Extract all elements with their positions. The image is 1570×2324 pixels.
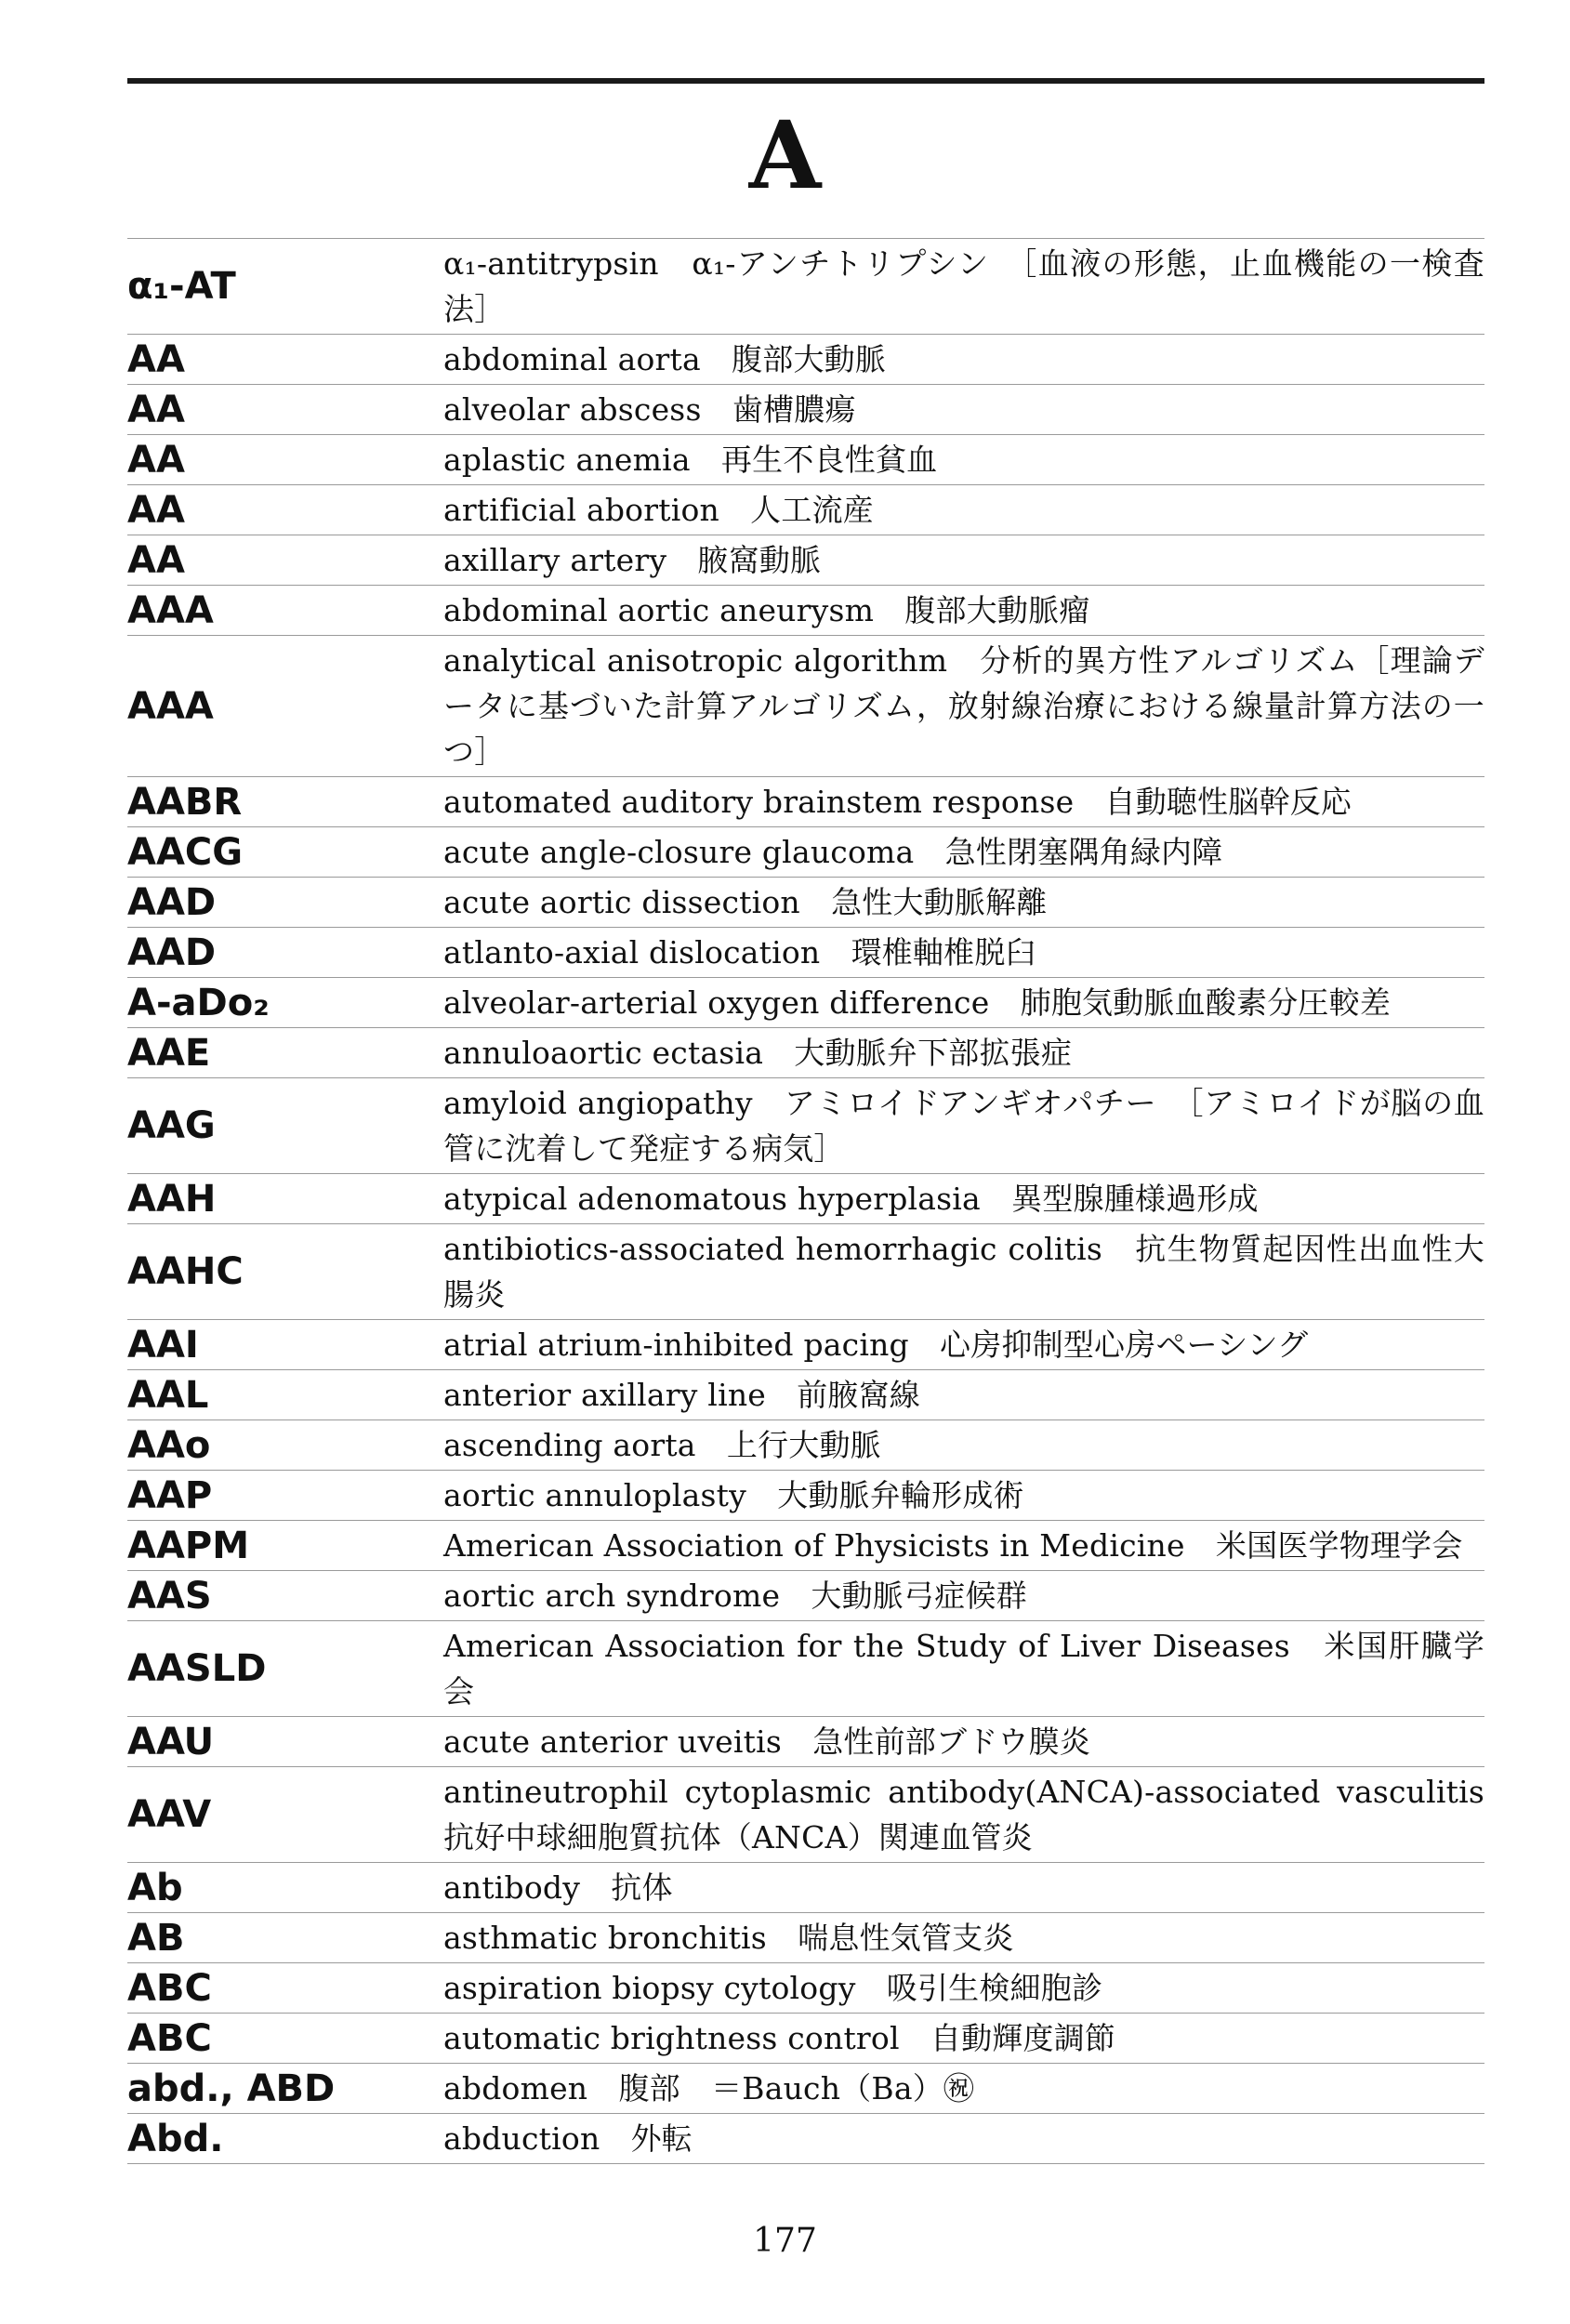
entry-definition: aortic annuloplasty 大動脈弁輪形成術 — [443, 1477, 1024, 1513]
entry-abbreviation: A-aDo₂ — [127, 981, 270, 1024]
dictionary-entry — [127, 586, 1484, 636]
entry-definition: aplastic anemia 再生不良性貧血 — [443, 442, 938, 478]
entry-definition: alveolar-arterial oxygen difference 肺胞気動脈血酸素分圧較差 — [443, 984, 1392, 1021]
dictionary-entry — [127, 878, 1484, 928]
entry-abbreviation: AAHC — [127, 1250, 244, 1293]
dictionary-entry — [127, 1420, 1484, 1471]
entry-abbreviation: AACG — [127, 830, 244, 874]
dictionary-entry — [127, 1471, 1484, 1521]
dictionary-entry — [127, 1370, 1484, 1420]
entry-definition: abdomen 腹部 ＝Bauch（Ba）㊗ — [443, 2070, 975, 2106]
entry-definition: antineutrophil cytoplasmic antibody(ANCA)-associated vasculitis 抗好中球細胞質抗体（ANCA）関連血管炎 — [443, 1774, 1516, 1855]
page-number: 177 — [753, 2222, 817, 2260]
dictionary-entry — [127, 335, 1484, 385]
entry-abbreviation: AASLD — [127, 1647, 267, 1690]
dictionary-entry — [127, 1078, 1484, 1174]
entry-definition: antibody 抗体 — [443, 1869, 673, 1906]
entry-abbreviation: AAV — [127, 1793, 212, 1836]
dictionary-list — [127, 238, 1516, 2164]
entry-abbreviation: AAo — [127, 1423, 211, 1467]
entry-abbreviation: abd., ABD — [127, 2067, 336, 2110]
dictionary-entry — [127, 978, 1484, 1028]
entry-definition: alveolar abscess 歯槽膿瘍 — [443, 391, 856, 428]
entry-abbreviation: AA — [127, 388, 185, 431]
dictionary-entry — [127, 636, 1484, 777]
dictionary-entry — [127, 1320, 1484, 1370]
entry-definition: aspiration biopsy cytology 吸引生検細胞診 — [443, 1970, 1103, 2006]
dictionary-entry — [127, 1767, 1516, 1863]
dictionary-entry — [127, 928, 1484, 978]
entry-definition: α₁-antitrypsin α₁-アンチトリプシン ［血液の形態，止血機能の一検査法］ — [443, 245, 1484, 327]
entry-definition: asthmatic bronchitis 喘息性気管支炎 — [443, 1920, 1014, 1956]
dictionary-entry — [127, 1571, 1484, 1621]
dictionary-entry — [127, 239, 1484, 335]
dictionary-entry — [127, 1963, 1484, 2014]
entry-definition: atrial atrium-inhibited pacing 心房抑制型心房ペーシング — [443, 1327, 1309, 1363]
entry-abbreviation: AAD — [127, 880, 217, 924]
entry-abbreviation: AAP — [127, 1473, 213, 1517]
entry-abbreviation: AABR — [127, 780, 243, 824]
entry-definition: abdominal aorta 腹部大動脈 — [443, 341, 887, 377]
dictionary-entry — [127, 777, 1484, 827]
entry-abbreviation: AAS — [127, 1574, 212, 1618]
dictionary-entry — [127, 1717, 1484, 1767]
entry-definition: analytical anisotropic algorithm 分析的異方性アルゴリズム［理論データに基づいた計算アルゴリズム，放射線治療における線量計算方法の一つ］ — [443, 642, 1484, 770]
entry-definition: anterior axillary line 前腋窩線 — [443, 1377, 921, 1413]
dictionary-entry — [127, 1028, 1484, 1078]
entry-definition: axillary artery 腋窩動脈 — [443, 542, 822, 578]
dictionary-entry — [127, 1521, 1484, 1571]
entry-definition: American Association for the Study of Liver Diseases 米国肝臓学会 — [443, 1628, 1484, 1710]
entry-abbreviation: AAA — [127, 588, 214, 632]
dictionary-entry — [127, 827, 1484, 878]
entry-abbreviation: AAG — [127, 1104, 216, 1147]
dictionary-entry — [127, 1913, 1484, 1963]
entry-abbreviation: ABC — [127, 1966, 212, 2010]
entry-definition: atypical adenomatous hyperplasia 異型腺腫様過形成 — [443, 1181, 1259, 1217]
entry-abbreviation: AAH — [127, 1177, 217, 1221]
entry-definition: acute anterior uveitis 急性前部ブドウ膜炎 — [443, 1723, 1090, 1760]
entry-definition: artificial abortion 人工流産 — [443, 492, 874, 528]
entry-abbreviation: AA — [127, 438, 185, 482]
top-rule — [127, 78, 1484, 84]
entry-abbreviation: AA — [127, 337, 185, 381]
dictionary-entry — [127, 385, 1484, 435]
dictionary-entry — [127, 1174, 1484, 1224]
entry-definition: amyloid angiopathy アミロイドアンギオパチー ［アミロイドが脳の血管に沈着して発症する病気］ — [443, 1085, 1484, 1167]
entry-abbreviation: AA — [127, 538, 185, 582]
entry-abbreviation: AB — [127, 1916, 185, 1960]
entry-definition: acute angle-closure glaucoma 急性閉塞隅角緑内障 — [443, 834, 1223, 870]
dictionary-entry — [127, 1224, 1484, 1320]
entry-definition: automatic brightness control 自動輝度調節 — [443, 2020, 1116, 2056]
dictionary-entry — [127, 2014, 1484, 2064]
entry-abbreviation: α₁-AT — [127, 265, 236, 308]
entry-abbreviation: AAL — [127, 1373, 209, 1417]
entry-definition: automated auditory brainstem response 自動聴性脳幹反応 — [443, 784, 1352, 820]
entry-abbreviation: Ab — [127, 1866, 183, 1909]
dictionary-entry — [127, 435, 1484, 485]
entry-definition: abduction 外転 — [443, 2120, 693, 2157]
entry-abbreviation: ABC — [127, 2016, 212, 2060]
entry-definition: annuloaortic ectasia 大動脈弁下部拡張症 — [443, 1035, 1073, 1071]
entry-abbreviation: AAU — [127, 1720, 215, 1763]
dictionary-entry — [127, 2114, 1484, 2164]
entry-definition: antibiotics-associated hemorrhagic colitis 抗生物質起因性出血性大腸炎 — [443, 1231, 1484, 1313]
entry-abbreviation: AAI — [127, 1323, 199, 1367]
entry-abbreviation: AAD — [127, 931, 217, 974]
dictionary-entry — [127, 1863, 1484, 1913]
entry-definition: acute aortic dissection 急性大動脈解離 — [443, 884, 1048, 920]
entry-definition: atlanto-axial dislocation 環椎軸椎脱臼 — [443, 934, 1036, 971]
entry-abbreviation: Abd. — [127, 2117, 224, 2160]
entry-definition: abdominal aortic aneurysm 腹部大動脈瘤 — [443, 592, 1090, 628]
dictionary-entry — [127, 485, 1484, 535]
entry-abbreviation: AAE — [127, 1031, 211, 1075]
entry-abbreviation: AA — [127, 488, 185, 532]
dictionary-entry — [127, 2064, 1484, 2114]
dictionary-entry — [127, 535, 1484, 586]
entry-definition: aortic arch syndrome 大動脈弓症候群 — [443, 1578, 1027, 1614]
entry-definition: American Association of Physicists in Medicine 米国医学物理学会 — [443, 1527, 1463, 1564]
dictionary-entry — [127, 1621, 1484, 1717]
section-letter: A — [748, 100, 822, 210]
entry-definition: ascending aorta 上行大動脈 — [443, 1427, 881, 1463]
entry-abbreviation: AAA — [127, 684, 214, 728]
entry-abbreviation: AAPM — [127, 1524, 250, 1567]
